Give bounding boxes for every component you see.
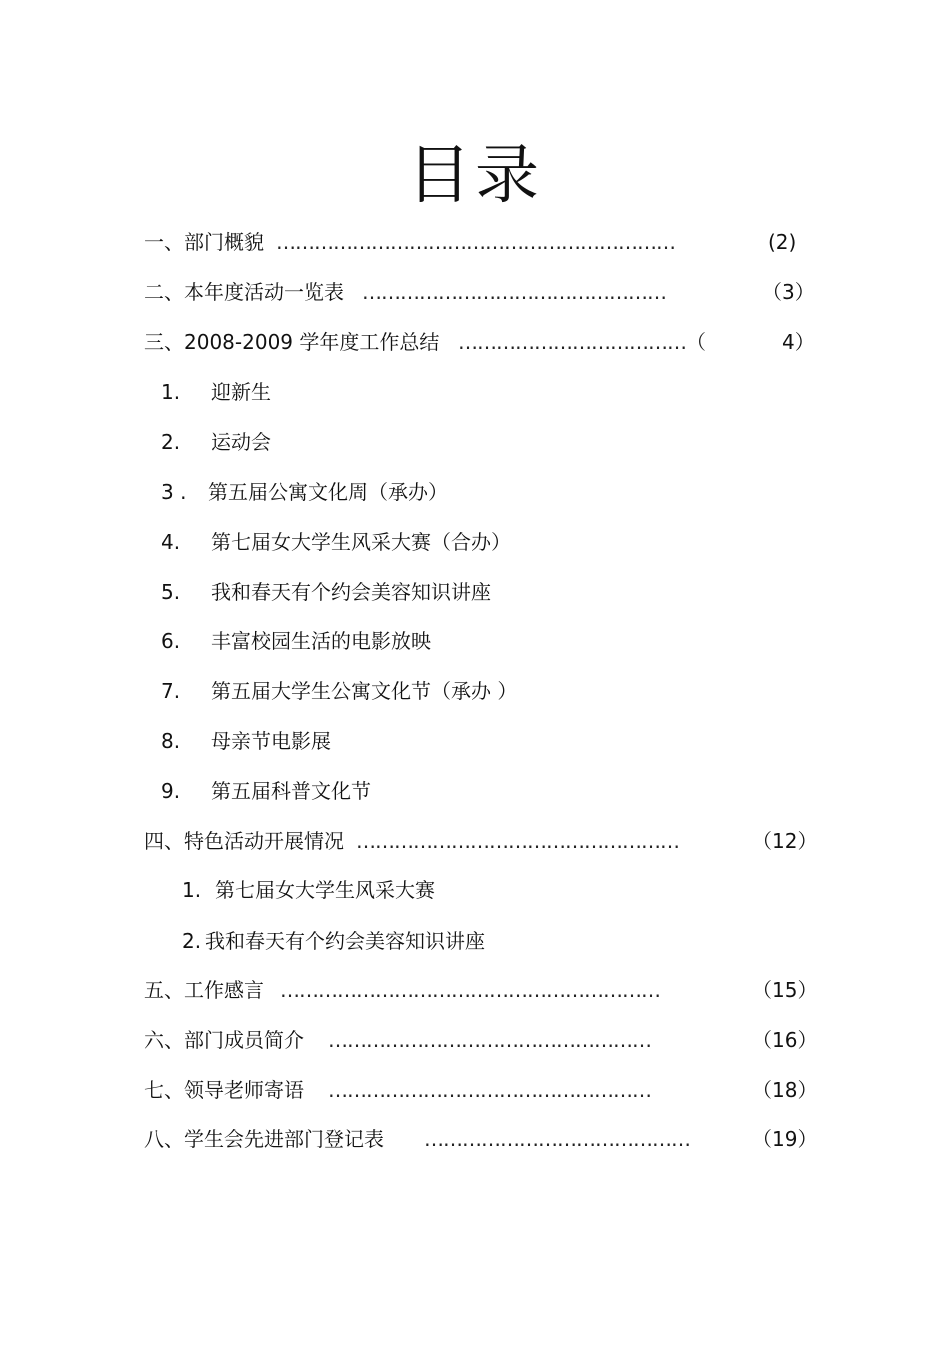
toc-leader: ……………………………………………………… — [276, 230, 675, 254]
toc-subentry-3-8[interactable] — [0, 726, 950, 756]
toc-leader: …………………………………………… — [356, 829, 679, 853]
toc-sub-number: 8. — [161, 729, 181, 753]
toc-entry-5[interactable] — [0, 975, 950, 1005]
toc-page-number: （15） — [752, 978, 818, 1002]
toc-sub-label: 第五届大学生公寓文化节（承办 ） — [211, 679, 518, 703]
toc-sub-label: 我和春天有个约会美容知识讲座 — [211, 580, 491, 604]
toc-label: 五、工作感言 — [144, 978, 264, 1002]
toc-entry-2[interactable] — [0, 277, 950, 307]
toc-entry-8[interactable] — [0, 1124, 950, 1154]
toc-page-number: （19） — [752, 1127, 818, 1151]
toc-page-number: （12） — [752, 829, 818, 853]
toc-page-number: （18） — [752, 1078, 818, 1102]
toc-sub-number: 1. — [161, 380, 181, 404]
toc-sub-label: 第七届女大学生风采大赛 — [215, 878, 435, 902]
toc-page-number: （3） — [762, 280, 815, 304]
toc-sub-number: 1. — [182, 878, 202, 902]
toc-subentry-3-7[interactable] — [0, 676, 950, 706]
toc-sub-number: 2. — [182, 929, 202, 953]
toc-sub-number: 3 . — [161, 480, 187, 504]
toc-leader: …………………………………… — [424, 1127, 690, 1151]
toc-sub-label: 母亲节电影展 — [211, 729, 331, 753]
toc-page-number: (2) — [768, 230, 797, 254]
toc-sub-number: 4. — [161, 530, 181, 554]
toc-sub-label: 我和春天有个约会美容知识讲座 — [205, 929, 485, 953]
toc-sub-label: 迎新生 — [211, 380, 271, 404]
toc-leader: …………………………………………… — [328, 1078, 651, 1102]
toc-label: 一、部门概貌 — [144, 230, 264, 254]
toc-sub-number: 7. — [161, 679, 181, 703]
toc-subentry-4-1[interactable] — [0, 875, 950, 905]
toc-entry-7[interactable] — [0, 1075, 950, 1105]
toc-subentry-4-2[interactable] — [0, 926, 950, 956]
toc-label: 二、本年度活动一览表 — [144, 280, 344, 304]
toc-entry-3[interactable] — [0, 327, 950, 357]
toc-sub-label: 第五届科普文化节 — [211, 779, 371, 803]
toc-sub-number: 5. — [161, 580, 181, 604]
toc-subentry-3-9[interactable] — [0, 776, 950, 806]
page-title: 目录 — [407, 139, 543, 213]
toc-leader: ………………………………………… — [362, 280, 666, 304]
toc-sub-number: 9. — [161, 779, 181, 803]
toc-subentry-3-4[interactable] — [0, 527, 950, 557]
toc-label: 三、2008-2009 学年度工作总结 — [144, 330, 440, 354]
toc-sub-number: 2. — [161, 430, 181, 454]
toc-entry-1[interactable] — [0, 227, 950, 257]
toc-label: 八、学生会先进部门登记表 — [144, 1127, 384, 1151]
toc-sub-label: 第五届公寓文化周（承办） — [208, 480, 448, 504]
toc-leader: …………………………………………………… — [280, 978, 660, 1002]
toc-subentry-3-5[interactable] — [0, 577, 950, 607]
toc-subentry-3-3[interactable] — [0, 477, 950, 507]
toc-entry-4[interactable] — [0, 826, 950, 856]
toc-page-number: （16） — [752, 1028, 818, 1052]
toc-label: 四、特色活动开展情况 — [144, 829, 344, 853]
toc-label: 六、部门成员简介 — [144, 1028, 304, 1052]
toc-subentry-3-1[interactable] — [0, 377, 950, 407]
toc-sub-label: 第七届女大学生风采大赛（合办） — [211, 530, 511, 554]
toc-sub-number: 6. — [161, 629, 181, 653]
toc-entry-6[interactable] — [0, 1025, 950, 1055]
toc-page-number: 4） — [782, 330, 815, 354]
toc-subentry-3-6[interactable] — [0, 626, 950, 656]
toc-sub-label: 丰富校园生活的电影放映 — [211, 629, 431, 653]
toc-subentry-3-2[interactable] — [0, 427, 950, 457]
toc-leader: ………………………………（ — [458, 330, 705, 354]
toc-sub-label: 运动会 — [211, 430, 271, 454]
toc-leader: …………………………………………… — [328, 1028, 651, 1052]
toc-label: 七、领导老师寄语 — [144, 1078, 304, 1102]
